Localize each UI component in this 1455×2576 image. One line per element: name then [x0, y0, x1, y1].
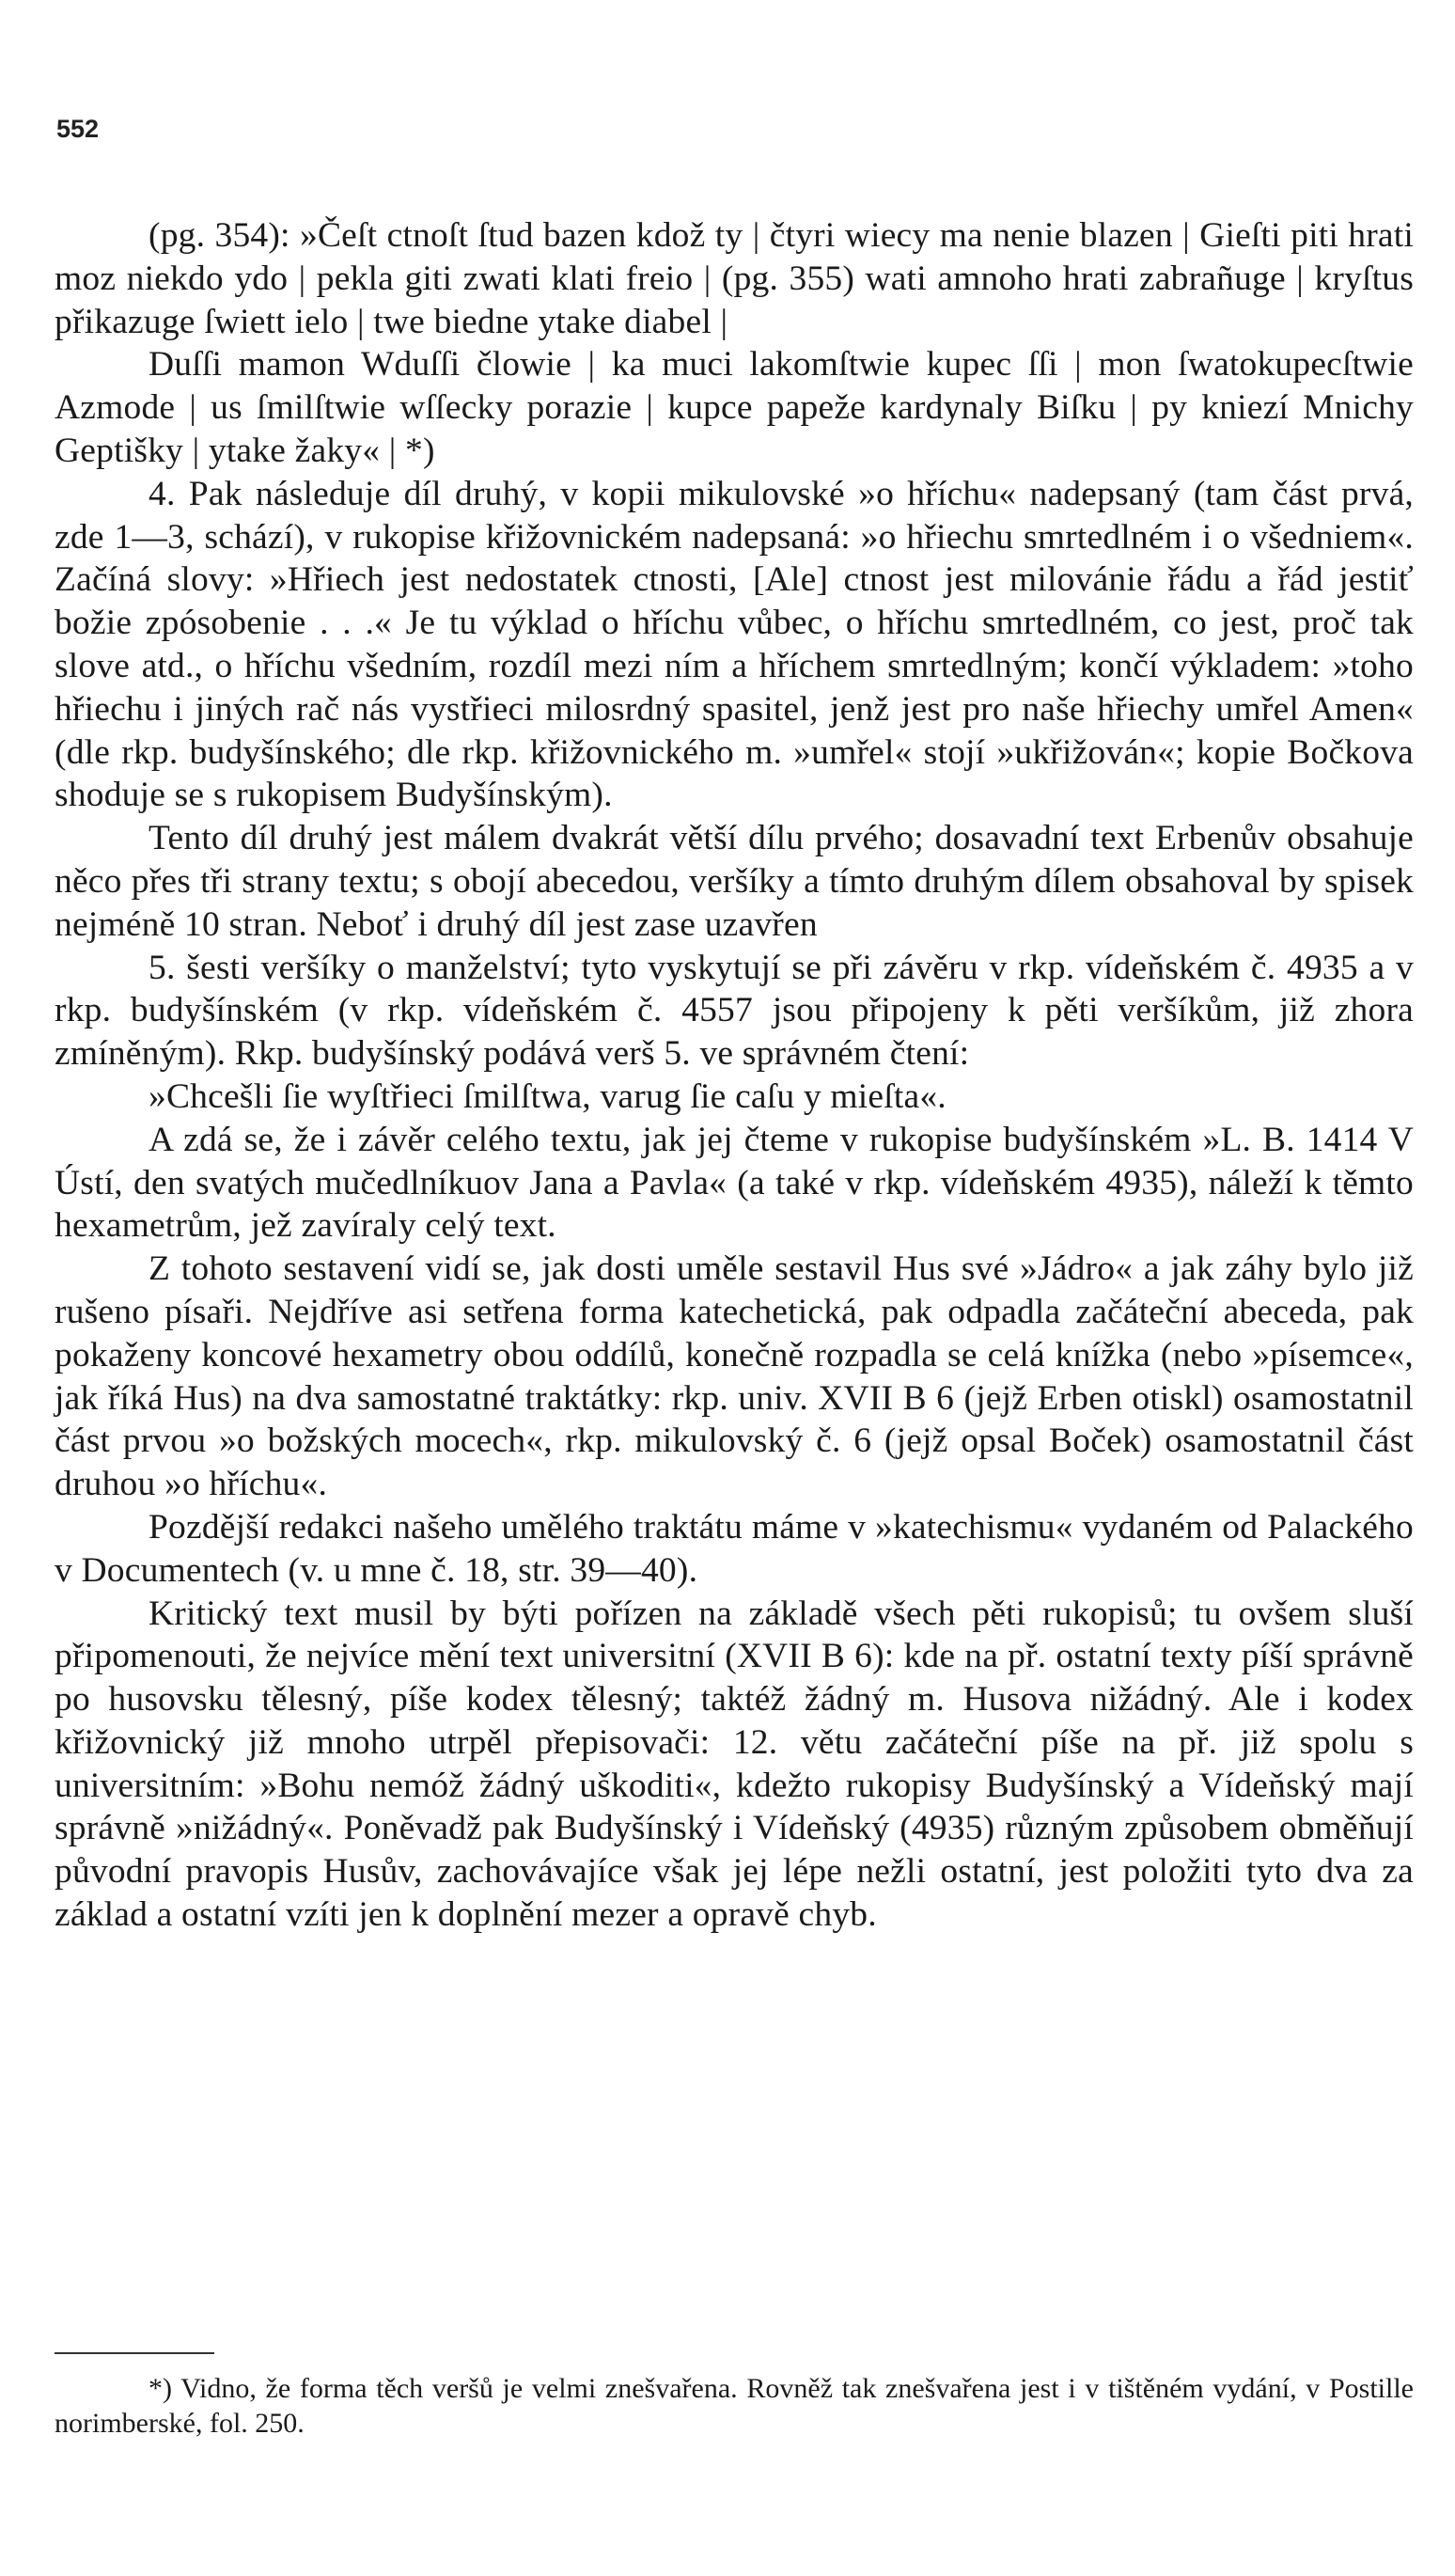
paragraph-conclusion: A zdá se, že i závěr celého textu, jak jej čteme v rukopise budyšínském »L. B. 1414 V Ústí, den svatých mučedlníkuov Jana a Pavla« (a také v rkp. vídeňském 4935), náleží k těmto hexametrům, jež zavíraly celý text.: [55, 1120, 1414, 1246]
paragraph-section-5: 5. šesti veršíky o manželství; tyto vyskytují se při závěru v rkp. vídeňském č. 4935 a v rkp. budyšínském (v rkp. vídeňském č. 4557 jsou připojeny k pěti veršíkům, již zhora zmíněným). Rkp. budyšínský podává verš 5. ve správném čtení:: [55, 948, 1414, 1074]
main-text: [55, 214, 1414, 1937]
footnote: *) Vidno, že forma těch veršů je velmi znešvařena. Rovněž tak znešvařena jest i v tištěném vydání, v Postille norimberské, fol. 250.: [55, 2373, 1414, 2439]
paragraph-quote-part1: (pg. 354): »Čeſt ctnoſt ſtud bazen kdož ty | čtyri wiecy ma nenie blazen | Gieſti piti hrati moz niekdo ydo | pekla giti zwati klati freio | (pg. 355) wati amnoho hrati zabrañuge | kryſtus přikazuge ſwiett ielo | twe biedne ytake diabel |: [55, 216, 1414, 341]
footnote-divider: [55, 2352, 214, 2354]
paragraph-second-part: Tento díl druhý jest málem dvakrát větší dílu prvého; dosavadní text Erbenův obsahuje něco přes tři strany textu; s obojí abecedou, veršíky a tímto druhým dílem obsahoval by spisek nejméně 10 stran. Neboť i druhý díl jest zase uzavřen: [55, 819, 1414, 944]
paragraph-verse-quote: »Chcešli ſie wyſtřieci ſmilſtwa, varug ſie caſu y mieſta«.: [149, 1076, 947, 1116]
paragraph-quote-part2: Duſſi mamon Wduſſi člowie | ka muci lakomſtwie kupec ſſi | mon ſwatokupecſtwie Azmode | us ſmilſtwie wſſecky porazie | kupce papeže kardynaly Biſku | py kniezí Mnichy Geptišky | ytake žaky« | *): [55, 345, 1414, 470]
page-number: 552: [56, 115, 100, 143]
paragraph-section-4: 4. Pak následuje díl druhý, v kopii mikulovské »o hříchu« nadepsaný (tam část prvá, zde 1—3, schází), v rukopise křižovnickém nadepsaná: »o hřiechu smrtedlném i o všedniem«. Začíná slovy: »Hřiech jest nedostatek ctnosti, [Ale] ctnost jest milovánie řádu a řád jestiť božie zpósobenie . . .« Je tu výklad o hříchu vůbec, o hříchu smrtedlném, co jest, proč tak slove atd., o hříchu všedním, rozdíl mezi ním a hříchem smrtedlným; končí výkladem: »toho hřiechu i jiných rač nás vystřieci milosrdný spasitel, jenž jest pro naše hřiechy umřel Amen« (dle rkp. budyšínského; dle rkp. křižovnického m. »umřel« stojí »ukřižován«; kopie Bočkova shoduje se s rukopisem Budyšínským).: [55, 474, 1414, 815]
paragraph-critical-text: Kritický text musil by býti pořízen na základě všech pěti rukopisů; tu ovšem sluší připomenouti, že nejvíce mění text universitní (XVII B 6): kde na př. ostatní texty píší správně po husovsku tělesný, píše kodex tělesný; taktéž žádný m. Husova nižádný. Ale i kodex křižovnický již mnoho utrpěl přepisovači: 12. větu začáteční píše na př. již spolu s universitním: »Bohu nemóž žádný uškoditi«, kdežto rukopisy Budyšínský a Vídeňský mají správně »nižádný«. Poněvadž pak Budyšínský i Vídeňský (4935) různým způsobem obměňují původní pravopis Husův, zachovávajíce však jej lépe nežli ostatní, jest položiti tyto dva za základ a ostatní vzíti jen k doplnění mezer a opravě chyb.: [55, 1594, 1414, 1935]
paragraph-composition: Z tohoto sestavení vidí se, jak dosti uměle sestavil Hus své »Jádro« a jak záhy bylo již rušeno písaři. Nejdříve asi setřena forma katechetická, pak odpadla začáteční abeceda, pak pokaženy koncové hexametry obou oddílů, konečně rozpadla se celá knížka (nebo »písemce«, jak říká Hus) na dva samostatné traktátky: rkp. univ. XVII B 6 (jejž Erben otiskl) osamostatnil část prvou »o božských mocech«, rkp. mikulovský č. 6 (jejž opsal Boček) osamostatnil část druhou »o hříchu«.: [55, 1249, 1414, 1504]
paragraph-later-redaction: Pozdější redakci našeho umělého traktátu máme v »katechismu« vydaném od Palackého v Documentech (v. u mne č. 18, str. 39—40).: [55, 1507, 1414, 1590]
